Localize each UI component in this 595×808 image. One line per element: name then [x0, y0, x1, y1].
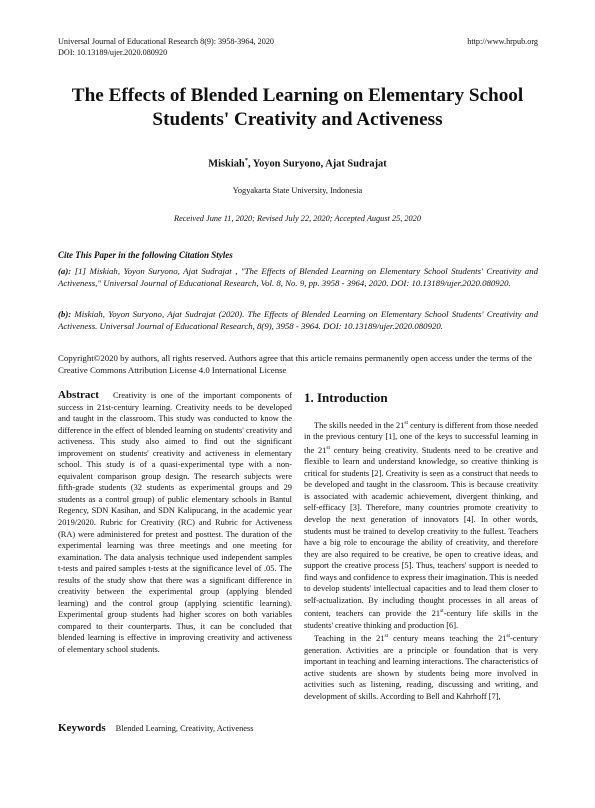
keywords-block	[58, 722, 292, 734]
paper-title: The Effects of Blended Learning on Elementary School Students' Creativity and Activeness	[71, 85, 524, 130]
citation-a-text: [1] Miskiah, Yoyon Suryono, Ajat Sudrajat , "The Effects of Blended Learning on Elementary School Students' Creativity and Activeness," Universal Journal of Educational Research, Vol. 8, No. 9, pp. 3958 - 3964, 2020. DOI: 10.13189/ujer.2020.080920.	[58, 266, 538, 288]
copyright-notice: Copyright©2020 by authors, all rights reserved. Authors agree that this article remains permanently open access under the terms of the Creative Commons Attribution License 4.0 International License	[58, 353, 533, 375]
superscript: st	[404, 420, 408, 426]
doi-text: DOI: 10.13189/ujer.2020.080920	[58, 48, 168, 57]
author-list	[0, 157, 595, 169]
superscript: st	[440, 608, 444, 615]
keywords-text: Blended Learning, Creativity, Activeness	[115, 724, 254, 733]
citation-heading: Cite This Paper in the following Citation Styles	[58, 250, 233, 260]
text-run: The skills needed in the 21	[314, 420, 405, 430]
journal-citation: Universal Journal of Educational Research 8(9): 3958-3964, 2020	[58, 37, 275, 46]
introduction-section	[304, 390, 538, 702]
text-run: -century life skills in the students' creative thinking and production [6].	[304, 609, 538, 630]
citation-style-a	[58, 265, 538, 289]
journal-url[interactable]: http://www.hrpub.org	[467, 37, 538, 46]
intro-paragraph-1	[304, 418, 538, 631]
abstract-label: Abstract	[58, 389, 99, 401]
citation-style-b	[58, 308, 538, 332]
section-heading: 1. Introduction	[304, 390, 388, 405]
superscript: st	[326, 444, 330, 451]
other-authors: , Yoyon Suryono, Ajat Sudrajat	[247, 158, 387, 170]
superscript: st	[384, 633, 389, 640]
citation-b-label: (b):	[58, 309, 72, 319]
affiliation: Yogyakarta State University, Indonesia	[232, 186, 363, 195]
running-header-left	[58, 36, 274, 58]
citation-a-label: (a):	[58, 266, 72, 276]
corresponding-mark: *	[244, 157, 248, 164]
text-run: Teaching in the 21	[314, 634, 385, 644]
abstract-text: Creativity is one of the important components of success in 21st-century learning. Creativity needs to be developed and taught in the classroom. This study was conducted to know the difference in the effect of blended learning on students' creativity and activeness. This study also aimed to find out the significant improvement on students' creativity and activeness in elementary school. This study is of a quasi-experimental type with a non-equivalent comparison group design. The research subjects were fifth-grade students (32 students as experimental groups and 29 students as a control group) of public elementary schools in Bantul Regency, SDN Kasihan, and SDN Kalipucang, in the academic year 2019/2020. Rubric for Creativity (RC) and Rubric for Activeness (RA) were administered for pretest and posttest. The duration of the experimental learning was three meetings and one meeting for examination. The data analysis technique used independent samples t-tests and paired samples t-tests at the significance level of .05. The results of the study show that there was a significant difference in creativity between the experimental group (applying blended learning) and the control group (applying scientific learning). Experimental group students had higher scores on both variables compared to their counterparts. Thus, it can be concluded that blended learning is effective in improving creativity and activeness of elementary school students.	[58, 391, 292, 655]
superscript: st	[506, 633, 511, 640]
first-author: Miskiah	[208, 158, 245, 170]
text-run: century is different from those needed in the previous century [1], one of the keys to successful learning in the 21	[304, 420, 538, 455]
received-dates: Received June 11, 2020; Revised July 22, 2020; Accepted August 25, 2020	[174, 214, 421, 223]
introduction-body	[304, 418, 538, 702]
citation-b-text: Miskiah, Yoyon Suryono, Ajat Sudrajat (2020). The Effects of Blended Learning on Elementary School Students' Creativity and Activeness. Universal Journal of Educational Research, 8(9), 3958 - 3964. DOI: 10.13189/ujer.2020.080920.	[58, 309, 538, 331]
text-run: century being creativity. Students need to be creative and flexible to learn and understand knowledge, so creative thinking is critical for students [2]. Creativity is seen as a construct that needs to be developed and taught in the classroom. This is because creativity is associated with academic achievement, divergent thinking, and self-efficacy [3]. Therefore, many countries promote creativity to develop the next generation of innovators [4]. In other words, students must be trained to develop creativity to the fullest. Teachers have a big role to encourage the ability of creativity, and therefore they are also required to be creative, be open to creative ideas, and support the creative process [5]. Thus, teachers' support is needed to find ways and confidence to express their imagination. This is needed to develop students' intellectual capacities and to lead them closer to self-actualization. By including thought processes in all areas of content, teachers can provide the 21	[304, 445, 539, 619]
text-run: -century generation. Activities are a principle or foundation that is very important in teaching and learning interactions. The characteristics of active students are shown by students being more involved in activities such as listening, reading, discussing and writing, and development of skills. According to Bell and Kahrhoff [7],	[304, 634, 538, 701]
intro-paragraph-2	[304, 631, 538, 702]
text-run: century means teaching the 21	[388, 634, 507, 644]
abstract-block	[58, 390, 292, 656]
keywords-label: Keywords	[58, 722, 106, 734]
